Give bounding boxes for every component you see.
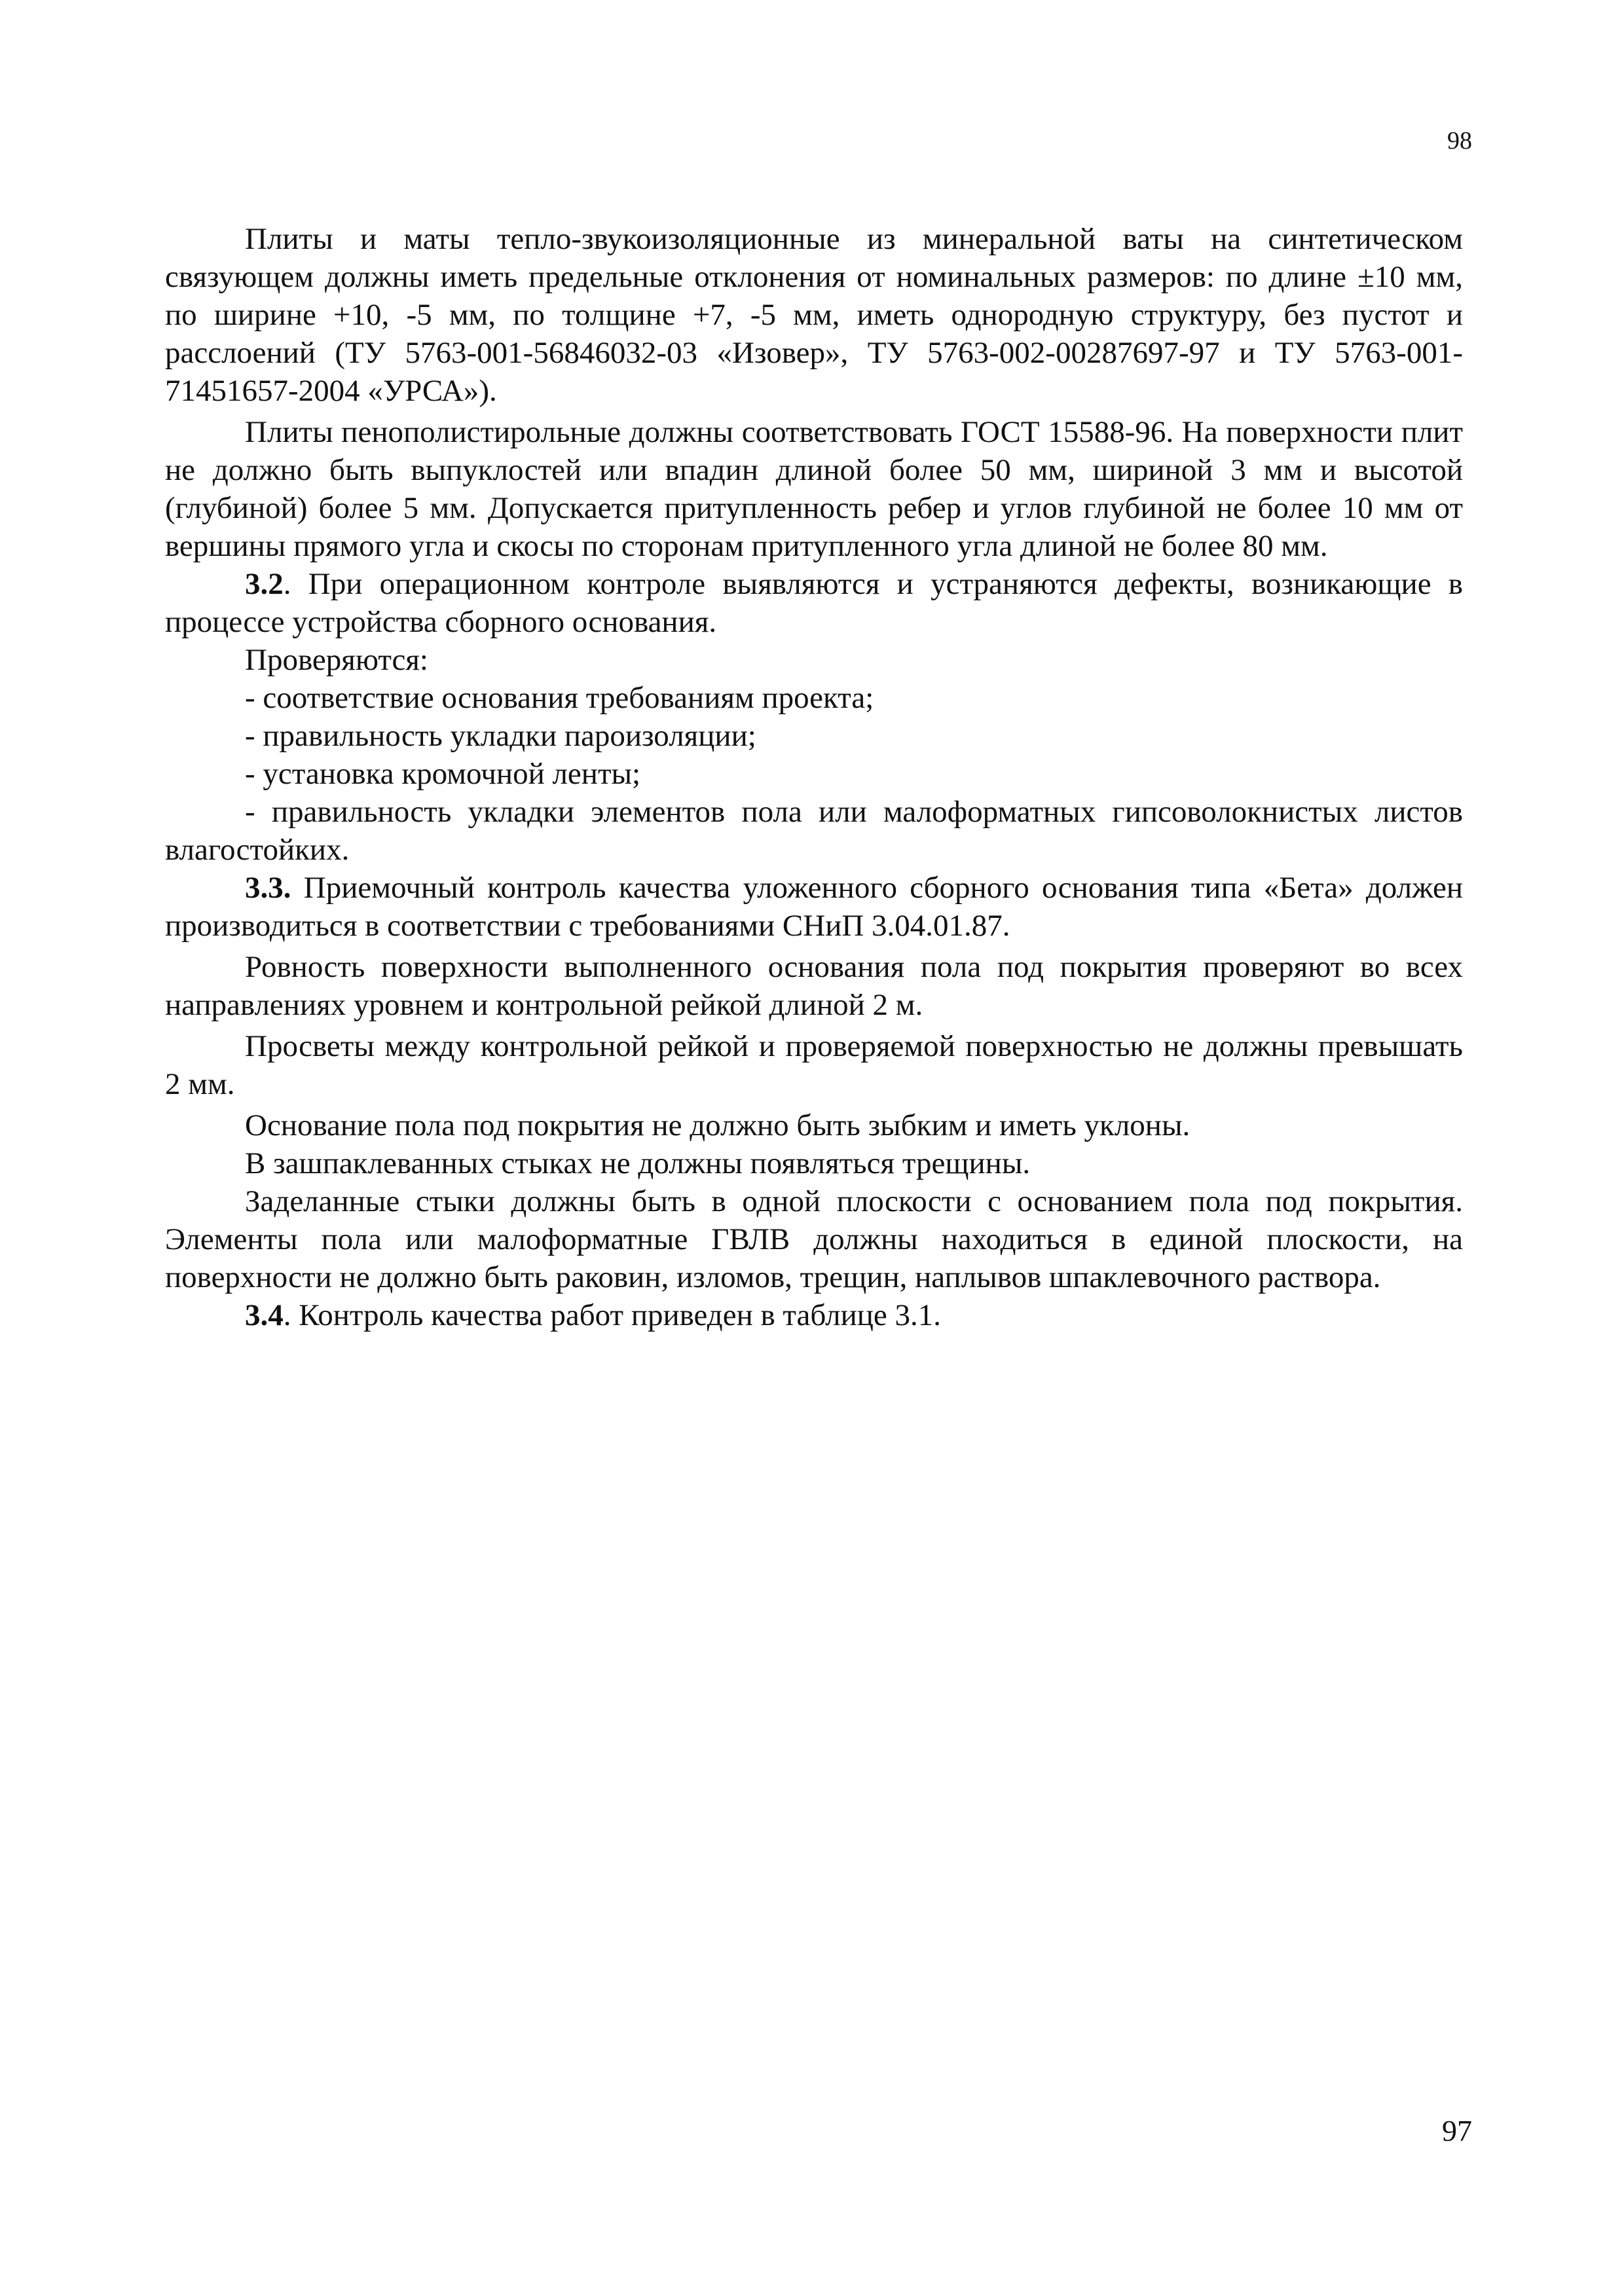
paragraph-operational-control-text: . При операционном контроле выявляются и устраняются дефекты, возникающие в процессе устройства сборного основания. [165, 567, 1463, 639]
list-item-floor-elements: - правильность укладки элементов пола или малоформатных гипсоволокнистых листов влагостойких. [165, 795, 1463, 867]
list-item-base-compliance: - соответствие основания требованиям проекта; [245, 681, 874, 715]
list-item-vapor-barrier: - правильность укладки пароизоляции; [245, 719, 756, 753]
paragraph-no-cracks: В зашпаклеванных стыках не должны появляться трещины. [245, 1146, 1031, 1180]
list-item-edge-tape: - установка кромочной ленты; [245, 757, 641, 791]
page-number-bottom: 97 [1442, 2114, 1472, 2147]
paragraph-operational-control [165, 565, 1463, 641]
page-number-top: 98 [1447, 127, 1472, 155]
paragraph-gaps: Просветы между контрольной рейкой и проверяемой поверхностью не должны превышать 2 мм. [165, 1029, 1463, 1101]
paragraph-mineral-wool: Плиты и маты тепло-звукоизоляционные из минеральной ваты на синтетическом связующем должны иметь предельные отклонения от номинальных размеров: по длине ±10 мм, по ширине +10, -5 мм, по толщине +7, -5 мм, иметь однородную структуру, без пустот и расслоений (ТУ 5763-001-56846032-03 «Изовер», ТУ 5763-002-00287697-97 и ТУ 5763-001-71451657-2004 «УРСА»). [165, 222, 1463, 408]
paragraph-checked-items-intro: Проверяются: [245, 643, 428, 677]
section-number-3-3: 3.3. [245, 871, 291, 905]
paragraph-quality-table-reference-text: . Контроль качества работ приведен в таблице 3.1. [283, 1298, 942, 1332]
section-number-3-2: 3.2 [245, 567, 284, 601]
paragraph-surface-flatness: Ровность поверхности выполненного основания пола под покрытия проверяют во всех направлениях уровнем и контрольной рейкой длиной 2 м. [165, 950, 1463, 1022]
paragraph-acceptance-control-text: Приемочный контроль качества уложенного сборного основания типа «Бета» должен производиться в соответствии с требованиями СНиП 3.04.01.87. [165, 871, 1463, 943]
paragraph-joints: Заделанные стыки должны быть в одной плоскости с основанием пола под покрытия. Элементы пола или малоформатные ГВЛВ должны находиться в единой плоскости, на поверхности не должно быть раковин, изломов, трещин, наплывов шпаклевочного раствора. [165, 1184, 1463, 1294]
paragraph-acceptance-control [165, 869, 1463, 945]
paragraph-polystyrene: Плиты пенополистирольные должны соответствовать ГОСТ 15588-96. На поверхности плит не должно быть выпуклостей или впадин длиной более 50 мм, шириной 3 мм и высотой (глубиной) более 5 мм. Допускается притупленность ребер и углов глубиной не более 10 мм от вершины прямого угла и скосы по сторонам притупленного угла длиной не более 80 мм. [165, 415, 1463, 563]
paragraph-no-slopes: Основание пола под покрытия не должно быть зыбким и иметь уклоны. [245, 1108, 1190, 1142]
document-body [165, 220, 1463, 1334]
section-number-3-4: 3.4 [245, 1298, 284, 1332]
paragraph-quality-table-reference [165, 1296, 1463, 1334]
